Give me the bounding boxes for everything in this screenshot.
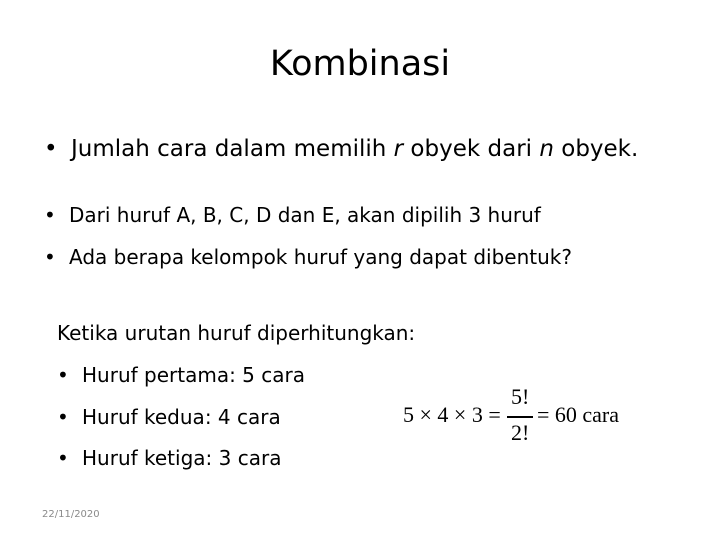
bullet-dot: •: [57, 405, 69, 429]
slide-title: Kombinasi: [269, 44, 451, 84]
footer-date: 22/11/2020: [42, 509, 100, 520]
formula-numerator: 5!: [511, 384, 530, 409]
intro-text: Jumlah cara dalam memilih r obyek dari n obyek.: [71, 136, 639, 162]
bullet-dot: •: [44, 245, 56, 269]
formula-denominator: 2!: [511, 420, 530, 445]
ordered-item-text: Huruf pertama: 5 cara: [82, 363, 305, 387]
formula-rhs: = 60 cara: [537, 402, 620, 427]
ordered-item-text: Huruf ketiga: 3 cara: [82, 446, 282, 470]
var-r: r: [393, 136, 404, 162]
ordered-heading: Ketika urutan huruf diperhitungkan:: [57, 321, 416, 345]
ordered-item-text: Huruf kedua: 4 cara: [82, 405, 281, 429]
bullet-dot: •: [57, 446, 69, 470]
formula-lhs: 5 × 4 × 3 =: [403, 402, 501, 427]
bullet-dot: •: [44, 203, 56, 227]
var-n: n: [539, 136, 554, 162]
question-text: Dari huruf A, B, C, D dan E, akan dipilih 3 huruf: [69, 203, 541, 227]
bullet-dot: •: [44, 136, 58, 162]
fraction-bar: [507, 416, 533, 418]
question-text: Ada berapa kelompok huruf yang dapat dibentuk?: [69, 245, 572, 269]
bullet-dot: •: [57, 363, 69, 387]
